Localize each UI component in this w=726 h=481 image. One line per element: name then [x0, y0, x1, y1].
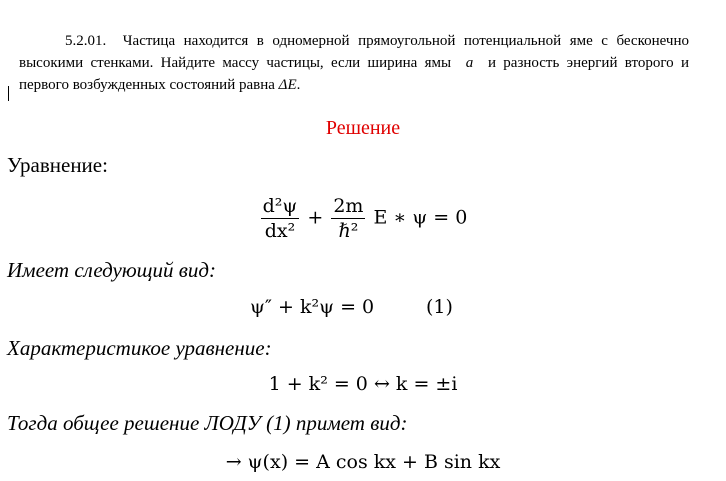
equation-4-expr: → ψ(x) = A cos kx + B sin kx: [225, 451, 501, 473]
solution-heading: Решение: [325, 117, 401, 139]
equation-2-tag: (1): [426, 296, 453, 318]
fraction-1-denominator: dx²: [264, 220, 296, 242]
problem-statement: [19, 30, 689, 96]
equation-3-expr: 1 + k² = 0 ↔ k = ±i: [268, 373, 458, 395]
fraction-2: [331, 195, 365, 242]
fraction-2-denominator: ℏ²: [338, 220, 359, 242]
label-general: Тогда общее решение ЛОДУ (1) примет вид:: [7, 411, 408, 435]
label-equation: Уравнение:: [7, 153, 108, 177]
equation-2-expr: ψ″ + k²ψ = 0: [250, 296, 375, 318]
fraction-1-numerator: d²ψ: [262, 195, 298, 217]
equation-1-plus: +: [307, 206, 324, 229]
equation-3: [0, 373, 726, 395]
problem-text-part1: Частица находится в одномерной прямоугольной потенциальной яме с бесконечно высокими стенками. Найдите массу частицы, если ширина ямы: [19, 33, 690, 71]
problem-end: .: [296, 77, 301, 93]
energy-symbol: ΔE: [278, 77, 297, 93]
label-characteristic: Характеристикое уравнение:: [7, 336, 272, 360]
equation-4: [0, 451, 726, 473]
text-cursor: [8, 86, 9, 101]
fraction-1: [261, 195, 300, 242]
equation-1: [0, 195, 726, 242]
equation-1-rest: E ∗ ψ = 0: [373, 206, 468, 229]
problem-number: 5.2.01.: [65, 33, 107, 49]
problem-text-part2: и разность энергий второго и первого возбужденных состояний равна: [19, 55, 690, 93]
label-form: Имеет следующий вид:: [7, 258, 216, 282]
width-symbol: a: [465, 55, 474, 71]
fraction-2-numerator: 2m: [333, 195, 364, 217]
equation-2: [250, 296, 374, 318]
